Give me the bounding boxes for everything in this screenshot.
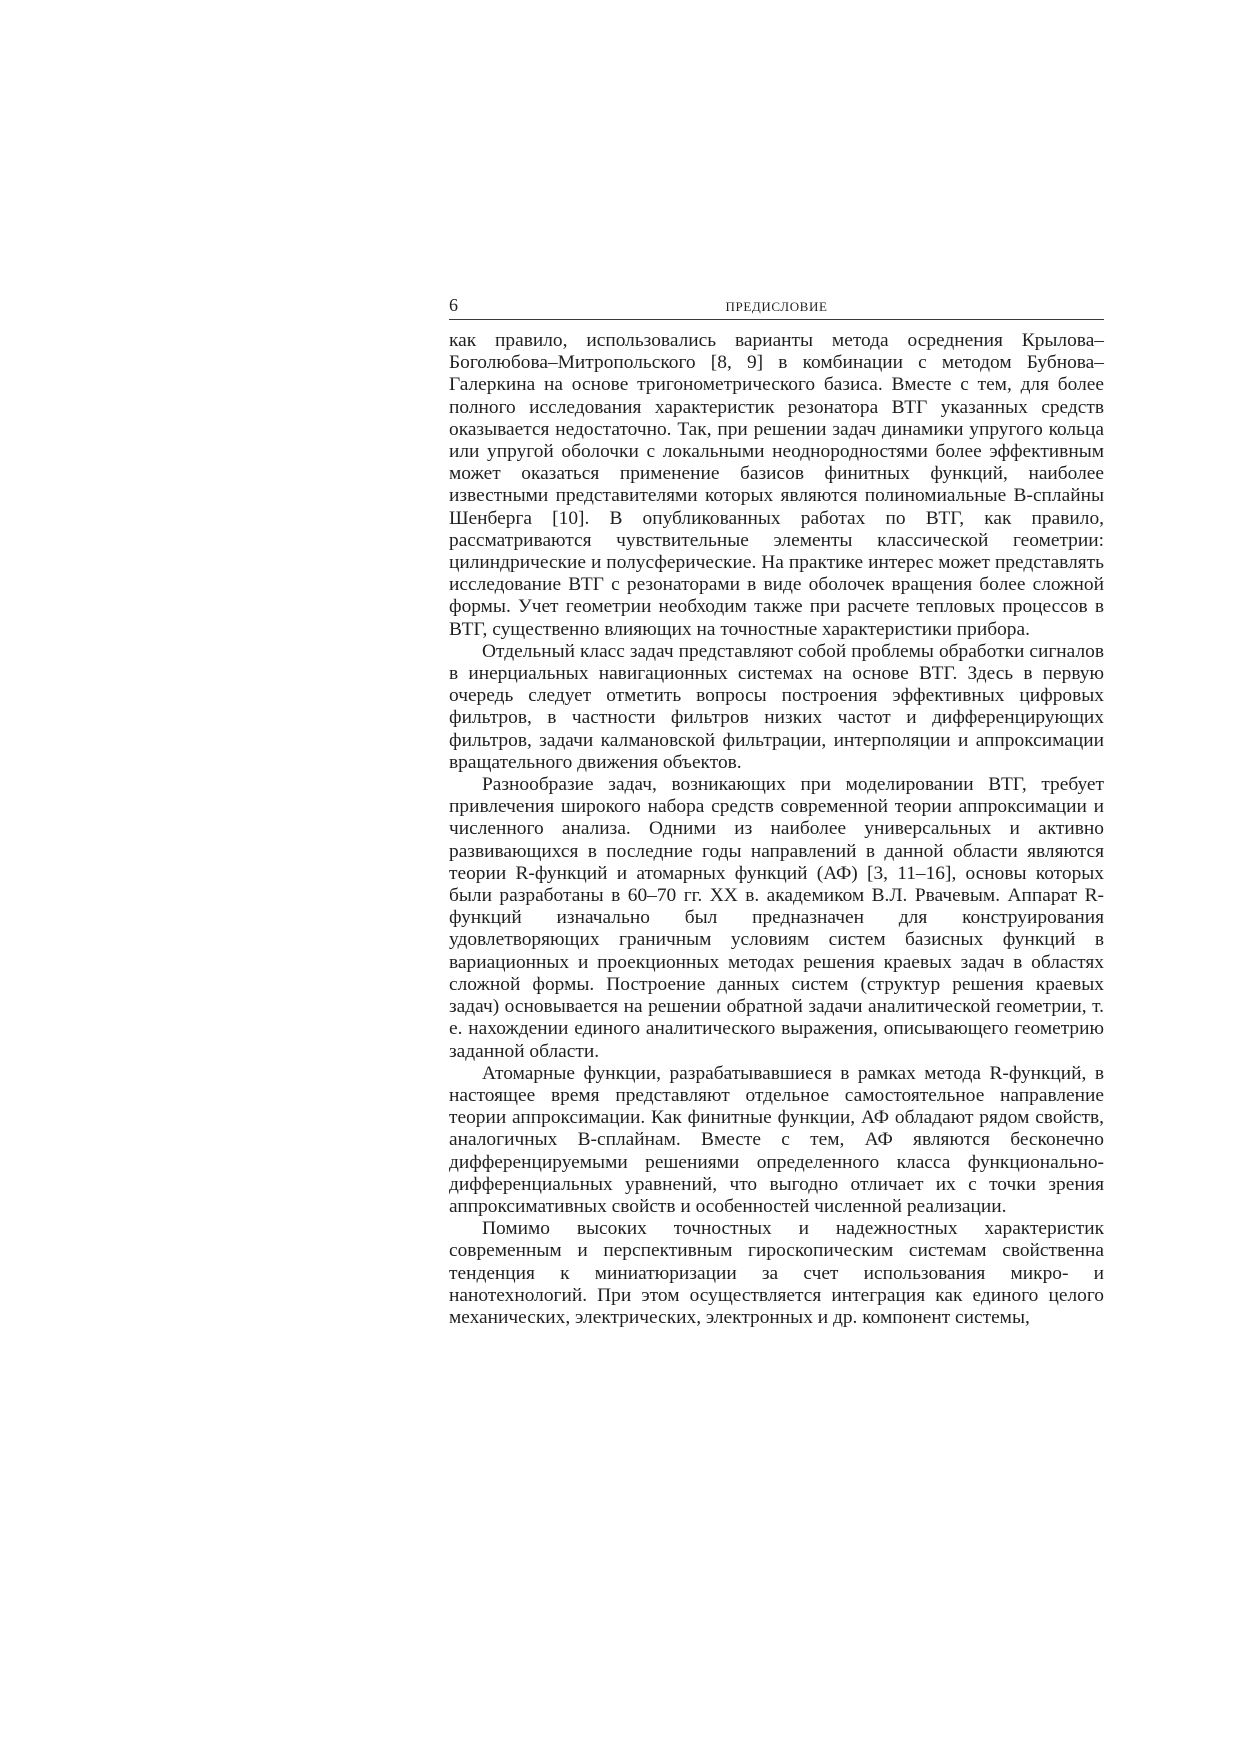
paragraph: Отдельный класс задач представляют собой проблемы обработки сигналов в инерциальных навигационных системах на основе ВТГ. Здесь в первую очередь следует отметить вопросы построения эффективных цифровых фильтров, в частности фильтров низких частот и дифференцирующих фильтров, задачи калмановской фильтрации, интерполяции и аппроксимации вращательного движения объектов. [449,640,1104,773]
paragraph: Помимо высоких точностных и надежностных характеристик современным и перспективным гироскопическим системам свойственна тенденция к миниатюризации за счет использования микро- и нанотехнологий. При этом осуществляется интеграция как единого целого механических, электрических, электронных и др. компонент системы, [449,1218,1104,1328]
page-number: 6 [449,295,458,315]
paragraph: Разнообразие задач, возникающих при моделировании ВТГ, требует привлечения широкого набора средств современной теории аппроксимации и численного анализа. Одними из наиболее универсальных и активно развивающихся в последние годы направлений в данной области являются теории R-функций и атомарных функций (АФ) [3, 11–16], основы которых были разработаны в 60–70 гг. XX в. академиком В.Л. Рвачевым. Аппарат R-функций изначально был предназначен для конструирования удовлетворяющих граничным условиям систем базисных функций в вариационных и проекционных методах решения краевых задач в областях сложной формы. Построение данных систем (структур решения краевых задач) основывается на решении обратной задачи аналитической геометрии, т. е. нахождении единого аналитического выражения, описывающего геометрию заданной области. [449,774,1104,1062]
paragraph: Атомарные функции, разрабатывавшиеся в рамках метода R-функций, в настоящее время представляют отдельное самостоятельное направление теории аппроксимации. Как финитные функции, АФ обладают рядом свойств, аналогичных B-сплайнам. Вместе с тем, АФ являются бесконечно дифференцируемыми решениями определенного класса функционально-дифференциальных уравнений, что выгодно отличает их с точки зрения аппроксимативных свойств и особенностей численной реализации. [449,1062,1104,1217]
body-text [449,330,1104,1329]
book-page [449,296,1104,1329]
paragraph: как правило, использовались варианты метода осреднения Крылова–Боголюбова–Митропольского [8, 9] в комбинации с методом Бубнова–Галеркина на основе тригонометрического базиса. Вместе с тем, для более полного исследования характеристик резонатора ВТГ указанных средств оказывается недостаточно. Так, при решении задач динамики упругого кольца или упругой оболочки с локальными неоднородностями более эффективным может оказаться применение базисов финитных функций, наиболее известными представителями которых являются полиномиальные B-сплайны Шенберга [10]. В опубликованных работах по ВТГ, как правило, рассматриваются чувствительные элементы классической геометрии: цилиндрические и полусферические. На практике интерес может представлять исследование ВТГ с резонаторами в виде оболочек вращения более сложной формы. Учет геометрии необходим также при расчете тепловых процессов в ВТГ, существенно влияющих на точностные характеристики прибора. [449,330,1104,640]
running-head [449,296,1104,320]
running-title: ПРЕДИСЛОВИЕ [725,299,828,314]
